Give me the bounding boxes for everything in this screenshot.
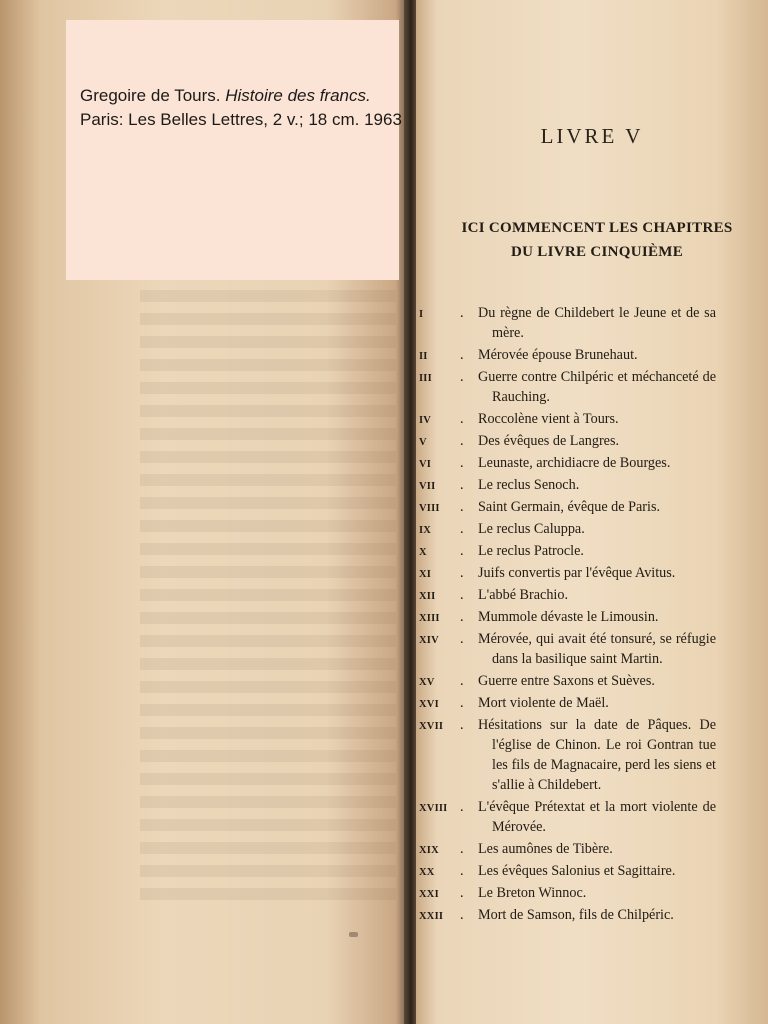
chapter-title: Guerre contre Chilpéric et méchanceté de Rauching.: [478, 369, 716, 405]
chapter-dot: .: [460, 907, 464, 923]
chapter-item: [416, 715, 716, 795]
chapter-item: [416, 431, 716, 451]
chapter-title: Le reclus Patrocle.: [478, 543, 584, 559]
chapter-dot: .: [460, 631, 464, 647]
chapter-number: III: [419, 373, 432, 384]
chapter-number: IX: [419, 525, 432, 536]
chapter-title: Le reclus Caluppa.: [478, 521, 585, 537]
chapter-item: [416, 453, 716, 473]
chapter-number: XVIII: [419, 803, 448, 814]
chapter-number: XI: [419, 569, 432, 580]
chapter-dot: .: [460, 543, 464, 559]
chapter-dot: .: [460, 433, 464, 449]
citation-line-1: [80, 84, 387, 108]
chapter-number: IV: [419, 415, 432, 426]
chapter-item: [416, 629, 716, 669]
chapter-dot: .: [460, 863, 464, 879]
chapter-number: XIII: [419, 613, 440, 624]
chapter-title: Des évêques de Langres.: [478, 433, 620, 449]
citation-author: Gregoire de Tours.: [80, 86, 226, 105]
chapter-item: [416, 303, 716, 343]
chapter-number: V: [419, 437, 427, 448]
chapter-number: I: [419, 309, 424, 320]
chapter-item: [416, 541, 716, 561]
chapter-number: VIII: [419, 503, 440, 514]
chapter-title: Roccolène vient à Tours.: [478, 411, 619, 427]
chapter-title: Hésitations sur la date de Pâques. De l'église de Chinon. Le roi Gontran tue les fils de Magnacaire, perd les siens et s'allie à Childebert.: [478, 717, 716, 793]
contents-heading-line-2: DU LIVRE CINQUIÈME: [510, 244, 684, 260]
chapter-item: [416, 671, 716, 691]
contents-heading: [416, 216, 768, 264]
chapter-dot: .: [460, 799, 464, 815]
chapter-title: Mérovée épouse Brunehaut.: [478, 347, 638, 363]
page-stain: [349, 932, 358, 937]
chapter-item: [416, 797, 716, 837]
chapter-item: [416, 839, 716, 859]
chapter-item: [416, 883, 716, 903]
chapter-number: XVI: [419, 699, 439, 710]
chapter-dot: .: [460, 305, 464, 321]
chapter-item: [416, 475, 716, 495]
chapter-number: XV: [419, 677, 435, 688]
chapter-dot: .: [460, 717, 464, 733]
chapter-item: [416, 497, 716, 517]
chapter-list: [416, 303, 716, 927]
chapter-title: L'abbé Brachio.: [478, 587, 569, 603]
contents-heading-line-1: ICI COMMENCENT LES CHAPITRES: [461, 220, 733, 236]
chapter-title: Mummole dévaste le Limousin.: [478, 609, 659, 625]
chapter-dot: .: [460, 885, 464, 901]
chapter-title: Du règne de Childebert le Jeune et de sa mère.: [478, 305, 716, 341]
chapter-number: VII: [419, 481, 436, 492]
bleed-through-text: [140, 290, 396, 900]
chapter-dot: .: [460, 841, 464, 857]
chapter-number: XII: [419, 591, 436, 602]
chapter-dot: .: [460, 411, 464, 427]
chapter-item: [416, 563, 716, 583]
chapter-dot: .: [460, 369, 464, 385]
chapter-number: XIX: [419, 845, 439, 856]
citation-label: [66, 20, 402, 280]
chapter-number: XXII: [419, 911, 444, 922]
chapter-item: [416, 905, 716, 925]
chapter-dot: .: [460, 609, 464, 625]
chapter-dot: .: [460, 587, 464, 603]
citation-line-2: Paris: Les Belles Lettres, 2 v.; 18 cm. 1963: [80, 110, 402, 129]
chapter-title: Mort de Samson, fils de Chilpéric.: [478, 907, 674, 923]
chapter-title: Guerre entre Saxons et Suèves.: [478, 673, 655, 689]
chapter-dot: .: [460, 673, 464, 689]
chapter-item: [416, 409, 716, 429]
chapter-dot: .: [460, 565, 464, 581]
chapter-title: Leunaste, archidiacre de Bourges.: [478, 455, 671, 471]
chapter-item: [416, 585, 716, 605]
chapter-item: [416, 345, 716, 365]
chapter-dot: .: [460, 521, 464, 537]
chapter-number: XX: [419, 867, 435, 878]
chapter-title: Le reclus Senoch.: [478, 477, 580, 493]
chapter-dot: .: [460, 477, 464, 493]
chapter-title: Saint Germain, évêque de Paris.: [478, 499, 661, 515]
chapter-number: X: [419, 547, 427, 558]
chapter-dot: .: [460, 695, 464, 711]
chapter-title: Mort violente de Maël.: [478, 695, 609, 711]
chapter-item: [416, 607, 716, 627]
chapter-number: XXI: [419, 889, 439, 900]
chapter-number: II: [419, 351, 428, 362]
chapter-number: XIV: [419, 635, 439, 646]
chapter-item: [416, 693, 716, 713]
chapter-item: [416, 861, 716, 881]
chapter-dot: .: [460, 347, 464, 363]
chapter-title: Juifs convertis par l'évêque Avitus.: [478, 565, 676, 581]
book-title: LIVRE V: [540, 124, 644, 148]
citation-title: Histoire des francs.: [225, 86, 371, 105]
chapter-title: Le Breton Winnoc.: [478, 885, 587, 901]
chapter-title: Mérovée, qui avait été tonsuré, se réfugie dans la basilique saint Martin.: [478, 631, 716, 667]
chapter-dot: .: [460, 455, 464, 471]
chapter-number: VI: [419, 459, 432, 470]
chapter-title: L'évêque Prétextat et la mort violente de Mérovée.: [478, 799, 716, 835]
chapter-item: [416, 519, 716, 539]
chapter-dot: .: [460, 499, 464, 515]
chapter-title: Les aumônes de Tibère.: [478, 841, 613, 857]
chapter-item: [416, 367, 716, 407]
chapter-title: Les évêques Salonius et Sagittaire.: [478, 863, 676, 879]
chapter-number: XVII: [419, 721, 444, 732]
